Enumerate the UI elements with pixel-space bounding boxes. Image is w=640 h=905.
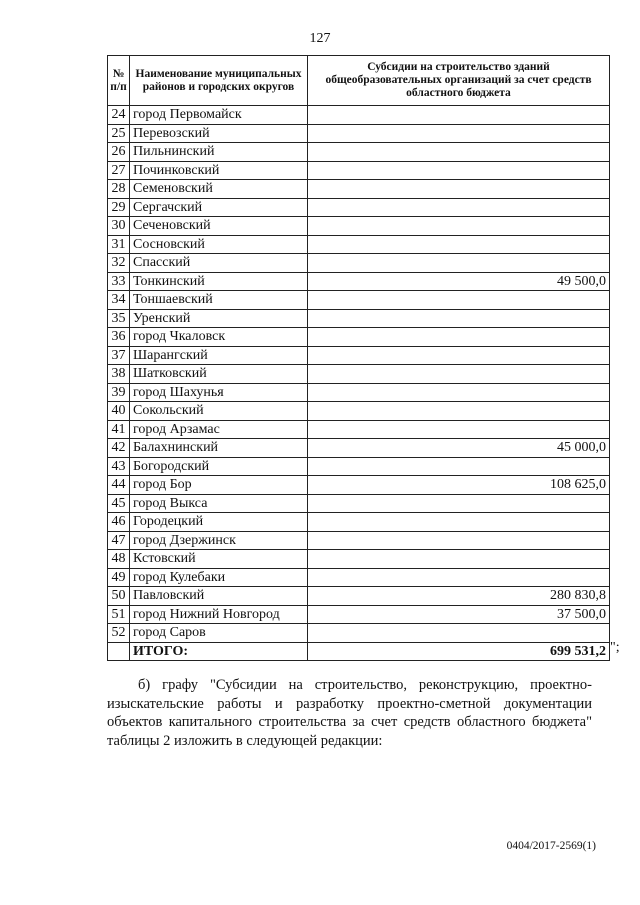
row-num: 35 (108, 309, 130, 328)
row-value (308, 328, 610, 347)
row-value (308, 420, 610, 439)
row-name: город Арзамас (130, 420, 308, 439)
row-num: 29 (108, 198, 130, 217)
row-value (308, 106, 610, 125)
row-name: город Дзержинск (130, 531, 308, 550)
total-row (108, 642, 610, 661)
row-num: 30 (108, 217, 130, 236)
row-num: 49 (108, 568, 130, 587)
row-num: 24 (108, 106, 130, 125)
row-name: Пильнинский (130, 143, 308, 162)
row-name: Починковский (130, 161, 308, 180)
row-name: Сергачский (130, 198, 308, 217)
row-num: 38 (108, 365, 130, 384)
table-row (108, 439, 610, 458)
row-value: 49 500,0 (308, 272, 610, 291)
row-name: Шарангский (130, 346, 308, 365)
row-num: 26 (108, 143, 130, 162)
table-row (108, 106, 610, 125)
row-num: 42 (108, 439, 130, 458)
row-num: 43 (108, 457, 130, 476)
row-name: город Первомайск (130, 106, 308, 125)
row-name: Павловский (130, 587, 308, 606)
table-row (108, 624, 610, 643)
row-value (308, 550, 610, 569)
header-value: Субсидии на строительство зданий общеобразовательных организаций за счет средств областного бюджета (308, 56, 610, 106)
row-value (308, 346, 610, 365)
table-row (108, 402, 610, 421)
row-num: 51 (108, 605, 130, 624)
row-num: 52 (108, 624, 130, 643)
table-row (108, 143, 610, 162)
row-name: Богородский (130, 457, 308, 476)
table-body (108, 106, 610, 643)
row-value (308, 513, 610, 532)
row-value (308, 383, 610, 402)
row-name: Городецкий (130, 513, 308, 532)
row-value (308, 291, 610, 310)
total-label: ИТОГО: (130, 642, 308, 661)
row-name: Спасский (130, 254, 308, 273)
table-row (108, 180, 610, 199)
table-row (108, 605, 610, 624)
table-row (108, 309, 610, 328)
row-num: 41 (108, 420, 130, 439)
subsidies-table (107, 55, 610, 661)
table-row (108, 457, 610, 476)
row-value (308, 624, 610, 643)
row-num: 39 (108, 383, 130, 402)
row-name: город Нижний Новгород (130, 605, 308, 624)
table-row (108, 272, 610, 291)
row-value (308, 531, 610, 550)
table-row (108, 494, 610, 513)
row-num: 33 (108, 272, 130, 291)
row-value (308, 124, 610, 143)
row-num: 32 (108, 254, 130, 273)
row-value (308, 494, 610, 513)
row-num: 34 (108, 291, 130, 310)
row-num: 37 (108, 346, 130, 365)
row-num: 27 (108, 161, 130, 180)
row-value (308, 457, 610, 476)
table-row (108, 346, 610, 365)
row-num: 25 (108, 124, 130, 143)
table-row (108, 550, 610, 569)
row-name: город Бор (130, 476, 308, 495)
row-value (308, 235, 610, 254)
row-name: Тоншаевский (130, 291, 308, 310)
row-num: 47 (108, 531, 130, 550)
row-name: Сосновский (130, 235, 308, 254)
row-num: 46 (108, 513, 130, 532)
row-name: город Чкаловск (130, 328, 308, 347)
page-number: 127 (309, 31, 331, 46)
table-row (108, 531, 610, 550)
table-row (108, 198, 610, 217)
row-name: Сокольский (130, 402, 308, 421)
row-num: 44 (108, 476, 130, 495)
row-value (308, 365, 610, 384)
row-num: 48 (108, 550, 130, 569)
row-num: 36 (108, 328, 130, 347)
table-row (108, 587, 610, 606)
row-name: Кстовский (130, 550, 308, 569)
amendment-paragraph: б) графу "Субсидии на строительство, реконструкцию, проектно-изыскательские работы и разработку проектно-сметной документации объектов капитального строительства за счет средств областного бюджета" таблицы 2 изложить в следующей редакции: (107, 677, 592, 749)
header-num: № п/п (108, 56, 130, 106)
closing-quote: "; (610, 640, 620, 655)
row-value: 280 830,8 (308, 587, 610, 606)
table-row (108, 217, 610, 236)
table-row (108, 568, 610, 587)
row-num: 31 (108, 235, 130, 254)
table-row (108, 254, 610, 273)
row-value (308, 309, 610, 328)
row-name: город Кулебаки (130, 568, 308, 587)
row-name: город Выкса (130, 494, 308, 513)
row-value (308, 254, 610, 273)
total-value: 699 531,2 (308, 642, 610, 661)
row-value (308, 143, 610, 162)
row-num: 45 (108, 494, 130, 513)
row-name: город Шахунья (130, 383, 308, 402)
row-value (308, 217, 610, 236)
row-value (308, 180, 610, 199)
table-row (108, 235, 610, 254)
row-name: Семеновский (130, 180, 308, 199)
table-row (108, 124, 610, 143)
row-name: Перевозский (130, 124, 308, 143)
table-row (108, 161, 610, 180)
row-value: 45 000,0 (308, 439, 610, 458)
table-header-row (108, 56, 610, 106)
row-value: 37 500,0 (308, 605, 610, 624)
header-name: Наименование муниципальных районов и городских округов (130, 56, 308, 106)
document-code: 0404/2017-2569(1) (506, 840, 596, 852)
row-value (308, 402, 610, 421)
table-row (108, 383, 610, 402)
row-name: Уренский (130, 309, 308, 328)
table-row (108, 328, 610, 347)
table-row (108, 291, 610, 310)
total-num-cell (108, 642, 130, 661)
table-row (108, 365, 610, 384)
row-value (308, 161, 610, 180)
row-name: Балахнинский (130, 439, 308, 458)
table-row (108, 476, 610, 495)
row-name: Тонкинский (130, 272, 308, 291)
row-value (308, 198, 610, 217)
row-num: 50 (108, 587, 130, 606)
row-name: Шатковский (130, 365, 308, 384)
row-name: город Саров (130, 624, 308, 643)
row-value (308, 568, 610, 587)
row-value: 108 625,0 (308, 476, 610, 495)
table-row (108, 420, 610, 439)
row-name: Сеченовский (130, 217, 308, 236)
row-num: 28 (108, 180, 130, 199)
table-row (108, 513, 610, 532)
row-num: 40 (108, 402, 130, 421)
